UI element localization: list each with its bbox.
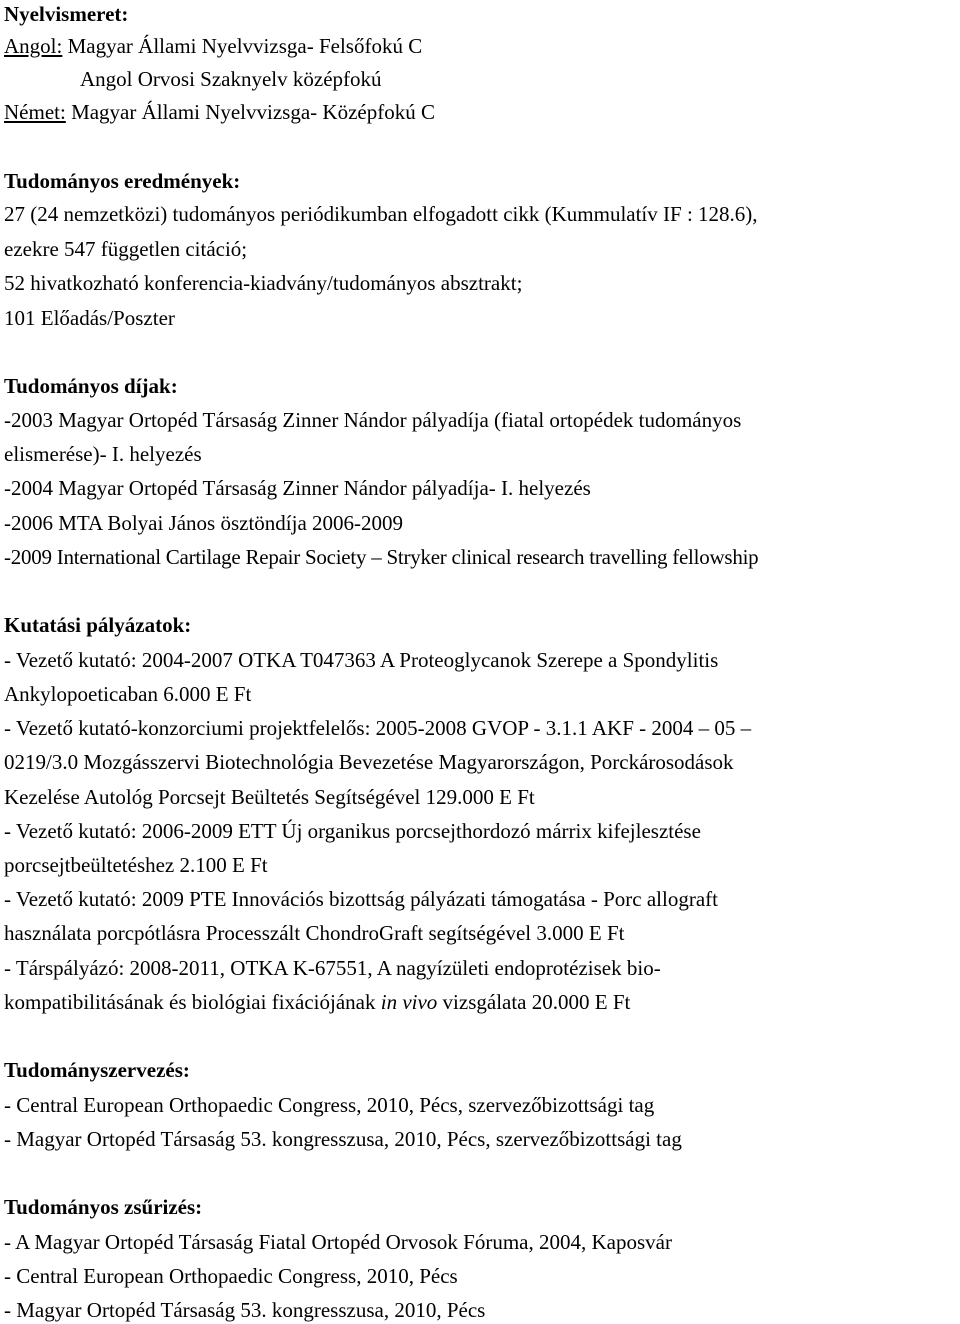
grant-line bbox=[4, 989, 630, 1015]
jury-line: - Central European Orthopaedic Congress, 2010, Pécs bbox=[4, 1264, 458, 1288]
results-line: ezekre 547 független citáció; bbox=[4, 237, 248, 261]
organizing-line: - Magyar Ortopéd Társaság 53. kongresszusa, 2010, Pécs, szervezőbizottsági tag bbox=[4, 1127, 682, 1151]
language-german-label: Német: bbox=[4, 100, 66, 124]
heading-jury: Tudományos zsűrizés: bbox=[4, 1195, 203, 1219]
jury-line: - Magyar Ortopéd Társaság 53. kongresszusa, 2010, Pécs bbox=[4, 1298, 486, 1322]
results-line: 27 (24 nemzetközi) tudományos periódikumban elfogadott cikk (Kummulatív IF : 128.6), bbox=[4, 202, 758, 226]
grant-line: porcsejtbeültetéshez 2.100 E Ft bbox=[4, 853, 268, 877]
award-line: -2009 International Cartilage Repair Society – Stryker clinical research travelling fellowship bbox=[4, 545, 759, 569]
grant-line: - Társpályázó: 2008-2011, OTKA K-67551, A nagyízületi endoprotézisek bio- bbox=[4, 956, 661, 980]
language-german bbox=[4, 99, 435, 125]
grant-line: - Vezető kutató-konzorciumi projektfelelős: 2005-2008 GVOP - 3.1.1 AKF - 2004 – 05 – bbox=[4, 716, 752, 740]
results-line: 101 Előadás/Poszter bbox=[4, 306, 175, 330]
award-line: elismerése)- I. helyezés bbox=[4, 442, 202, 466]
language-english-text: Magyar Állami Nyelvvizsga- Felsőfokú C bbox=[62, 34, 423, 58]
grant-line: Kezelése Autológ Porcsejt Beültetés Segítségével 129.000 E Ft bbox=[4, 785, 535, 809]
jury-line: - A Magyar Ortopéd Társaság Fiatal Ortopéd Orvosok Fóruma, 2004, Kaposvár bbox=[4, 1230, 672, 1254]
heading-awards: Tudományos díjak: bbox=[4, 374, 178, 398]
language-english-medical: Angol Orvosi Szaknyelv középfokú bbox=[80, 67, 382, 91]
heading-grants: Kutatási pályázatok: bbox=[4, 613, 192, 637]
heading-results: Tudományos eredmények: bbox=[4, 169, 241, 193]
grant-line-text: kompatibilitásának és biológiai fixációjának bbox=[4, 990, 381, 1014]
heading-organizing: Tudományszervezés: bbox=[4, 1058, 190, 1082]
grant-line: - Vezető kutató: 2009 PTE Innovációs bizottság pályázati támogatása - Porc allograft bbox=[4, 887, 718, 911]
language-english-label: Angol: bbox=[4, 34, 63, 58]
grant-line: Ankylopoeticaban 6.000 E Ft bbox=[4, 682, 252, 706]
grant-line: 0219/3.0 Mozgásszervi Biotechnológia Bevezetése Magyarországon, Porckárosodások bbox=[4, 750, 734, 774]
grant-line: - Vezető kutató: 2004-2007 OTKA T047363 A Proteoglycanok Szerepe a Spondylitis bbox=[4, 648, 719, 672]
heading-languages: Nyelvismeret: bbox=[4, 2, 129, 26]
award-line: -2004 Magyar Ortopéd Társaság Zinner Nándor pályadíja- I. helyezés bbox=[4, 476, 591, 500]
language-german-text: Magyar Állami Nyelvvizsga- Középfokú C bbox=[65, 100, 435, 124]
grant-line: - Vezető kutató: 2006-2009 ETT Új organikus porcsejthordozó márrix kifejlesztése bbox=[4, 819, 701, 843]
grant-line-italic: in vivo bbox=[380, 990, 438, 1014]
grant-line: használata porcpótlásra Processzált ChondroGraft segítségével 3.000 E Ft bbox=[4, 921, 625, 945]
organizing-line: - Central European Orthopaedic Congress, 2010, Pécs, szervezőbizottsági tag bbox=[4, 1093, 655, 1117]
award-line: -2006 MTA Bolyai János ösztöndíja 2006-2009 bbox=[4, 511, 404, 535]
results-line: 52 hivatkozható konferencia-kiadvány/tudományos absztrakt; bbox=[4, 271, 523, 295]
grant-line-text: vizsgálata 20.000 E Ft bbox=[437, 990, 631, 1014]
award-line: -2003 Magyar Ortopéd Társaság Zinner Nándor pályadíja (fiatal ortopédek tudományos bbox=[4, 408, 742, 432]
language-english bbox=[4, 33, 422, 59]
